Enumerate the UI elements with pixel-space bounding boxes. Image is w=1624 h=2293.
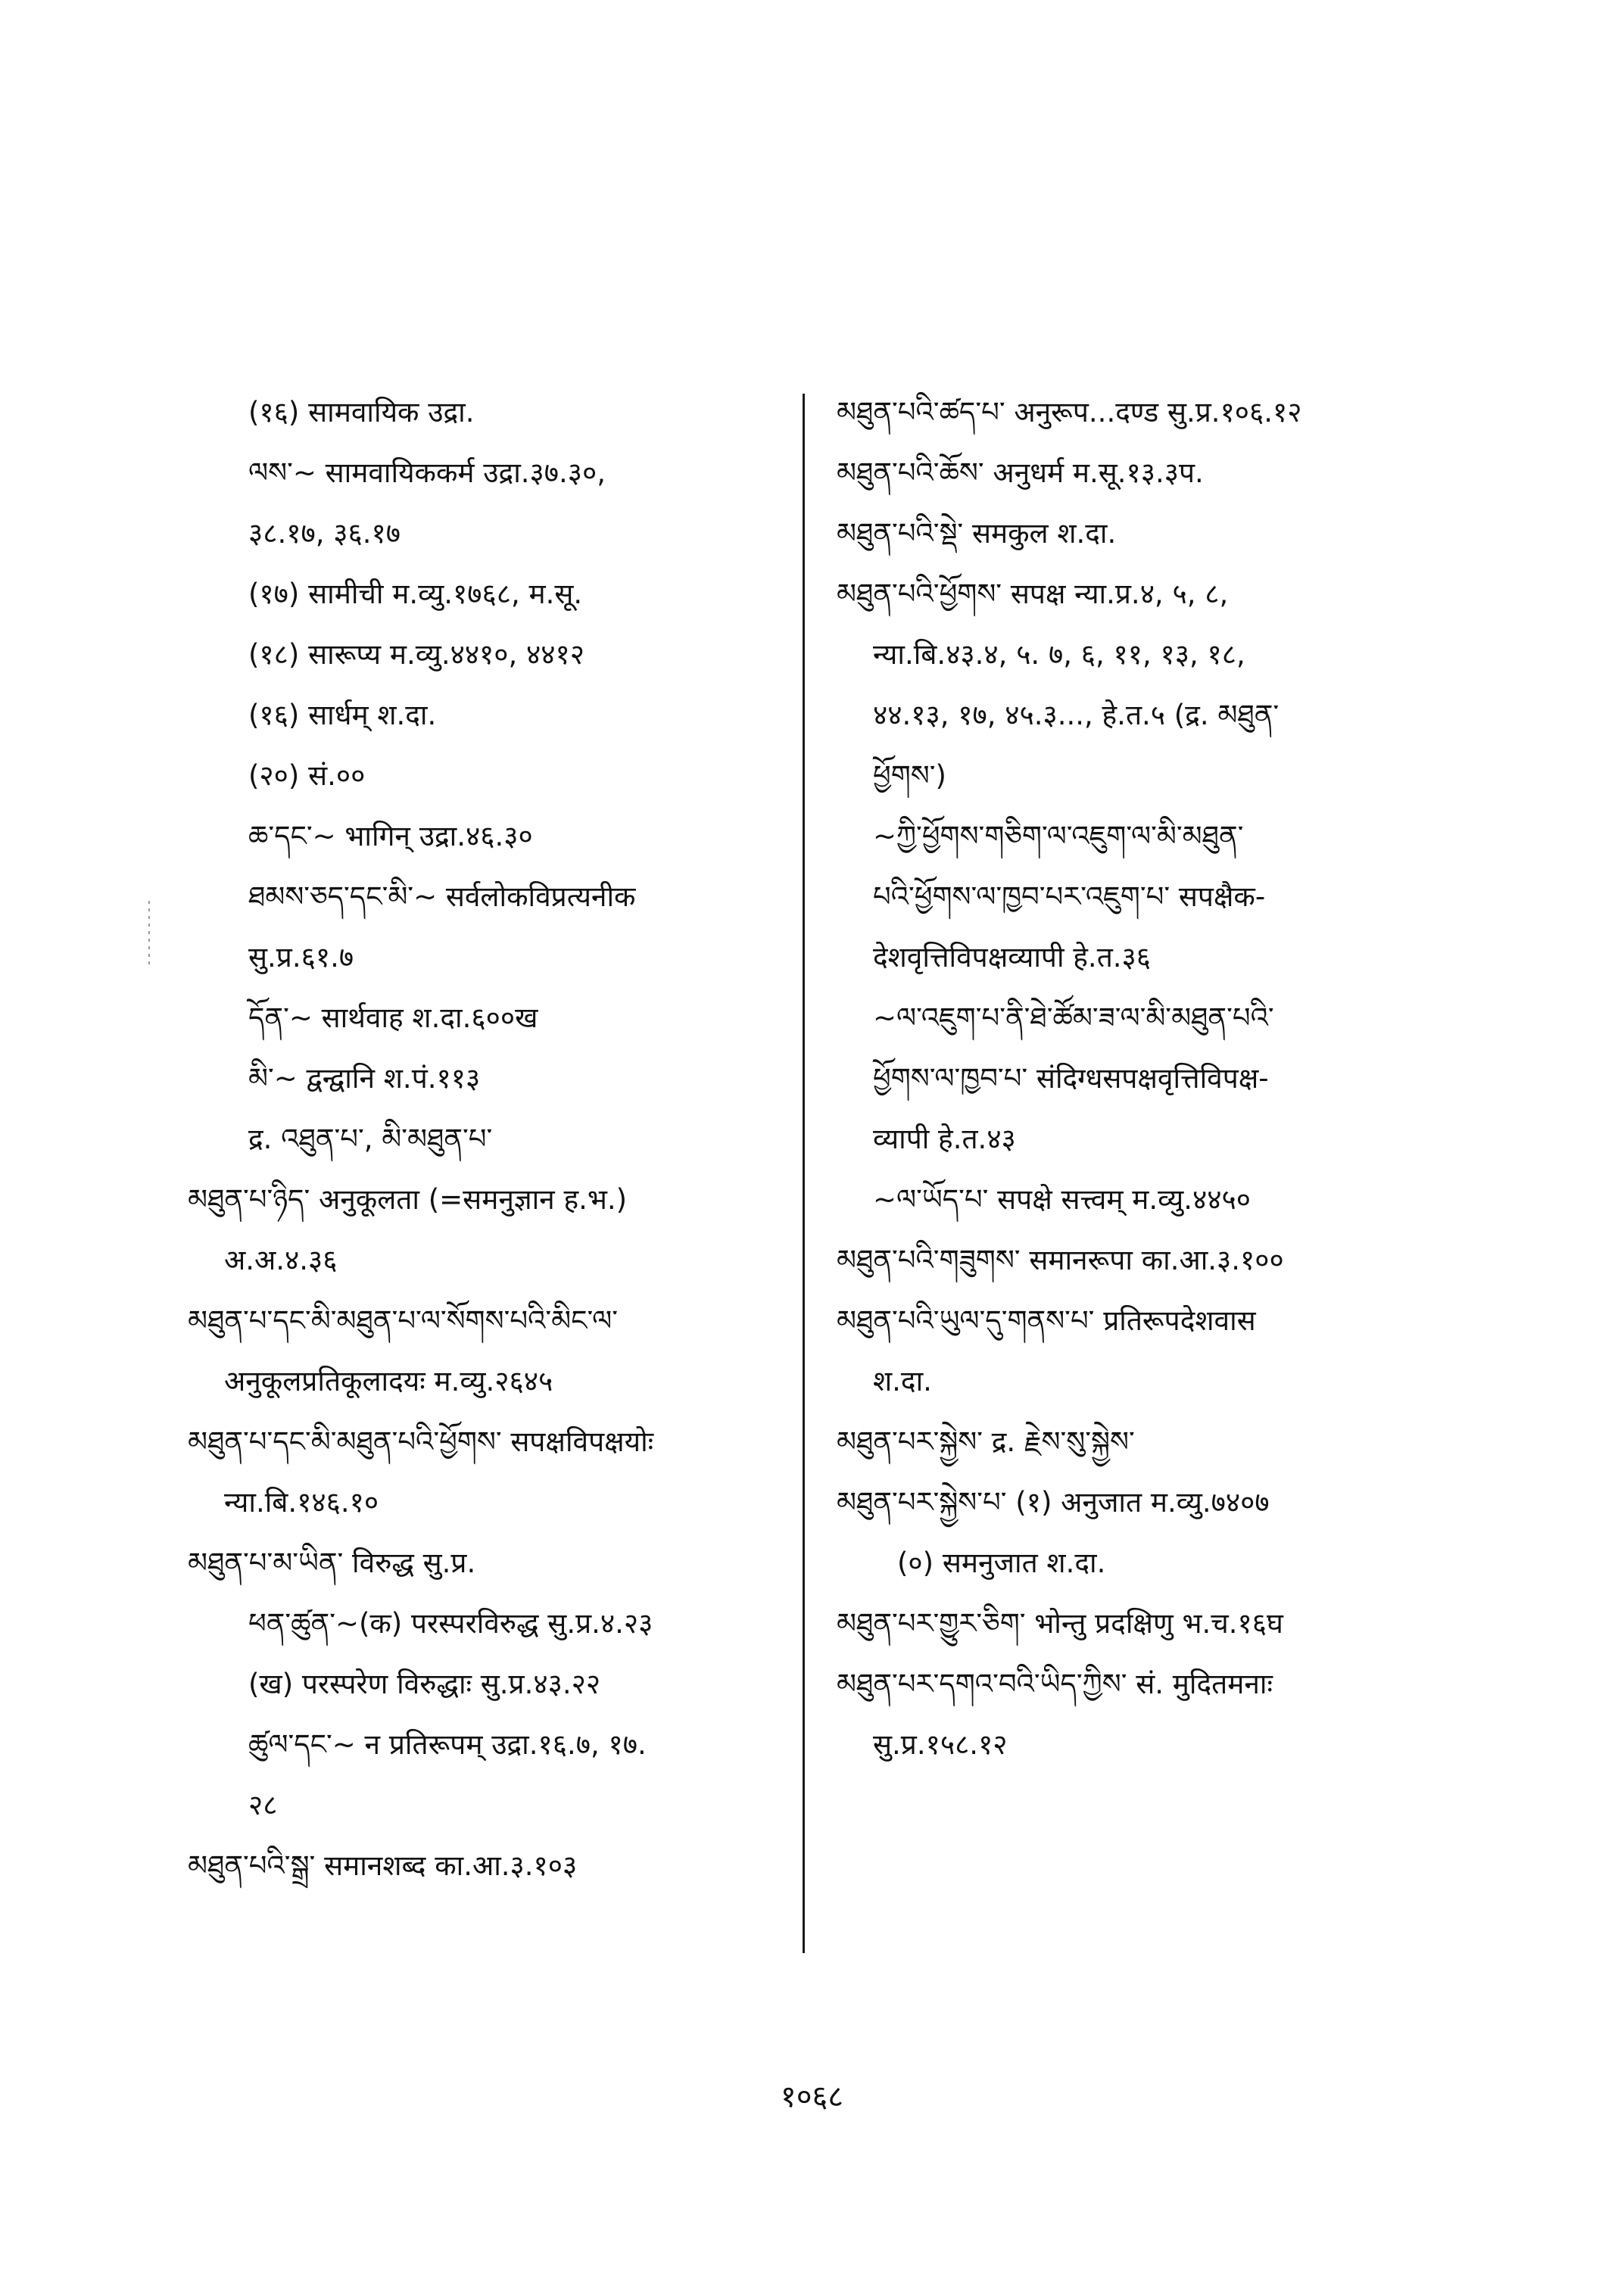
dictionary-line: ཚུལ་དང་~ न प्रतिरूपम् उद्रा.१६.७, १७. [248, 1728, 647, 1761]
dictionary-line: མཐུན་པར་སྐྱེས་པ་ (१) अनुजात म.व्यु.७४०७ [837, 1486, 1270, 1519]
dictionary-line: २८ [248, 1789, 278, 1821]
column-divider [803, 394, 805, 1953]
dictionary-line: सु.प्र.१५८.१२ [873, 1728, 1008, 1761]
dictionary-line: པའི་ཕྱོགས་ལ་ཁྱབ་པར་འཇུག་པ་ सपक्षैक- [873, 880, 1266, 913]
dictionary-line: (१७) सामीची म.व्यु.१७६८, म.सू. [248, 578, 583, 610]
page-number: १०६८ [780, 2080, 844, 2114]
dictionary-line: (१६) सामवायिक उद्रा. [248, 396, 475, 428]
dictionary-line: མཐུན་པའི་ཡུལ་དུ་གནས་པ་ प्रतिरूपदेशवास [837, 1304, 1256, 1337]
dictionary-line: མི་~ द्वन्द्वानि श.पं.११३ [248, 1062, 481, 1095]
dictionary-line: མཐུན་པའི་ཚད་པ་ अनुरूप...दण्ड सु.प्र.१०६.१२ [837, 396, 1302, 428]
dictionary-line: ३८.१७, ३६.१७ [248, 517, 401, 550]
dictionary-line: व्यापी हे.त.४३ [873, 1123, 1016, 1155]
left-column [188, 382, 771, 1896]
dictionary-line: ཕན་ཚུན་~(क) परस्परविरुद्ध सु.प्र.४.२३ [248, 1607, 653, 1640]
dictionary-line: न्या.बि.१४६.१० [224, 1486, 379, 1519]
dictionary-line: མཐུན་པའི་གཟུགས་ समानरूपा का.आ.३.१०० [837, 1244, 1284, 1276]
margin-mark [148, 901, 150, 969]
dictionary-line: ~ལ་ཡོད་པ་ सपक्षे सत्त्वम् म.व्यु.४४५० [873, 1183, 1251, 1216]
dictionary-line: ཕྱོགས་ལ་ཁྱབ་པ་ संदिग्धसपक्षवृत्तिविपक्ष- [873, 1062, 1269, 1095]
dictionary-line: ལས་~ सामवायिककर्म उद्रा.३७.३०, [248, 456, 606, 489]
dictionary-line: མཐུན་པར་དགའ་བའི་ཡིད་ཀྱིས་ सं. मुदितमनाः [837, 1668, 1273, 1700]
dictionary-line: དོན་~ सार्थवाह श.दा.६००ख [248, 1002, 538, 1034]
dictionary-line: (२०) सं.०० [248, 759, 366, 792]
dictionary-line: अ.अ.४.३६ [224, 1244, 338, 1276]
dictionary-line: མཐུན་པའི་སྡེ་ समकुल श.दा. [837, 517, 1117, 550]
dictionary-line: (ख) परस्परेण विरुद्धाः सु.प्र.४३.२२ [248, 1668, 601, 1700]
right-column [837, 382, 1465, 1775]
dictionary-line: ४४.१३, १७, ४५.३..., हे.त.५ (द्र. མཐུན་ [873, 699, 1280, 731]
dictionary-line: ཆ་དང་~ भागिन् उद्रा.४६.३० [248, 820, 533, 852]
dictionary-line: ~ཀྱི་ཕྱོགས་གཅིག་ལ་འཇུག་ལ་མི་མཐུན་ [873, 820, 1244, 852]
dictionary-line: མཐུན་པ་དང་མི་མཐུན་པ་ལ་སོགས་པའི་མིང་ལ་ [188, 1304, 619, 1337]
dictionary-line: (०) समनुजात श.दा. [897, 1547, 1106, 1579]
dictionary-line: མཐུན་པ་མ་ཡིན་ विरुद्ध सु.प्र. [188, 1547, 476, 1579]
dictionary-line: ~ལ་འཇུག་པ་ནི་ཐེ་ཚོམ་ཟ་ལ་མི་མཐུན་པའི་ [873, 1002, 1274, 1034]
dictionary-line: देशवृत्तिविपक्षव्यापी हे.त.३६ [873, 941, 1152, 974]
dictionary-line: अनुकूलप्रतिकूलादयः म.व्यु.२६४५ [224, 1365, 553, 1397]
dictionary-line: མཐུན་པའི་སྒྲ་ समानशब्द का.आ.३.१०३ [188, 1849, 578, 1882]
dictionary-line: མཐུན་པར་གྱུར་ཅིག་ भोन्तु प्रदक्षिणु भ.च.१६घ [837, 1607, 1283, 1640]
dictionary-line: མཐུན་པའི་ཕྱོགས་ सपक्ष न्या.प्र.४, ५, ८, [837, 578, 1229, 610]
dictionary-line: (१८) सारूप्य म.व्यु.४४१०, ४४१२ [248, 638, 585, 671]
dictionary-line: सु.प्र.६१.७ [248, 941, 354, 974]
dictionary-line: མཐུན་པ་ཉིད་ अनुकूलता (=समनुज्ञान ह.भ.) [188, 1183, 628, 1216]
dictionary-line: མཐུན་པའི་ཆོས་ अनुधर्म म.सू.१३.३प. [837, 456, 1204, 489]
dictionary-line: न्या.बि.४३.४, ५. ७, ६, ११, १३, १८, [873, 638, 1245, 671]
dictionary-line: श.दा. [873, 1365, 932, 1397]
dictionary-line: द्र. འཐུན་པ་, མི་མཐུན་པ་ [248, 1123, 493, 1155]
dictionary-line: ཐམས་ཅད་དང་མི་~ सर्वलोकविप्रत्यनीक [248, 880, 636, 913]
dictionary-line: ཕྱོགས་) [873, 759, 946, 792]
dictionary-line: མཐུན་པ་དང་མི་མཐུན་པའི་ཕྱོགས་ सपक्षविपक्षयोः [188, 1425, 654, 1458]
dictionary-line: (१६) सार्धम् श.दा. [248, 699, 437, 731]
dictionary-line: མཐུན་པར་སྐྱེས་ द्र. རྗེས་སུ་སྐྱེས་ [837, 1425, 1135, 1458]
